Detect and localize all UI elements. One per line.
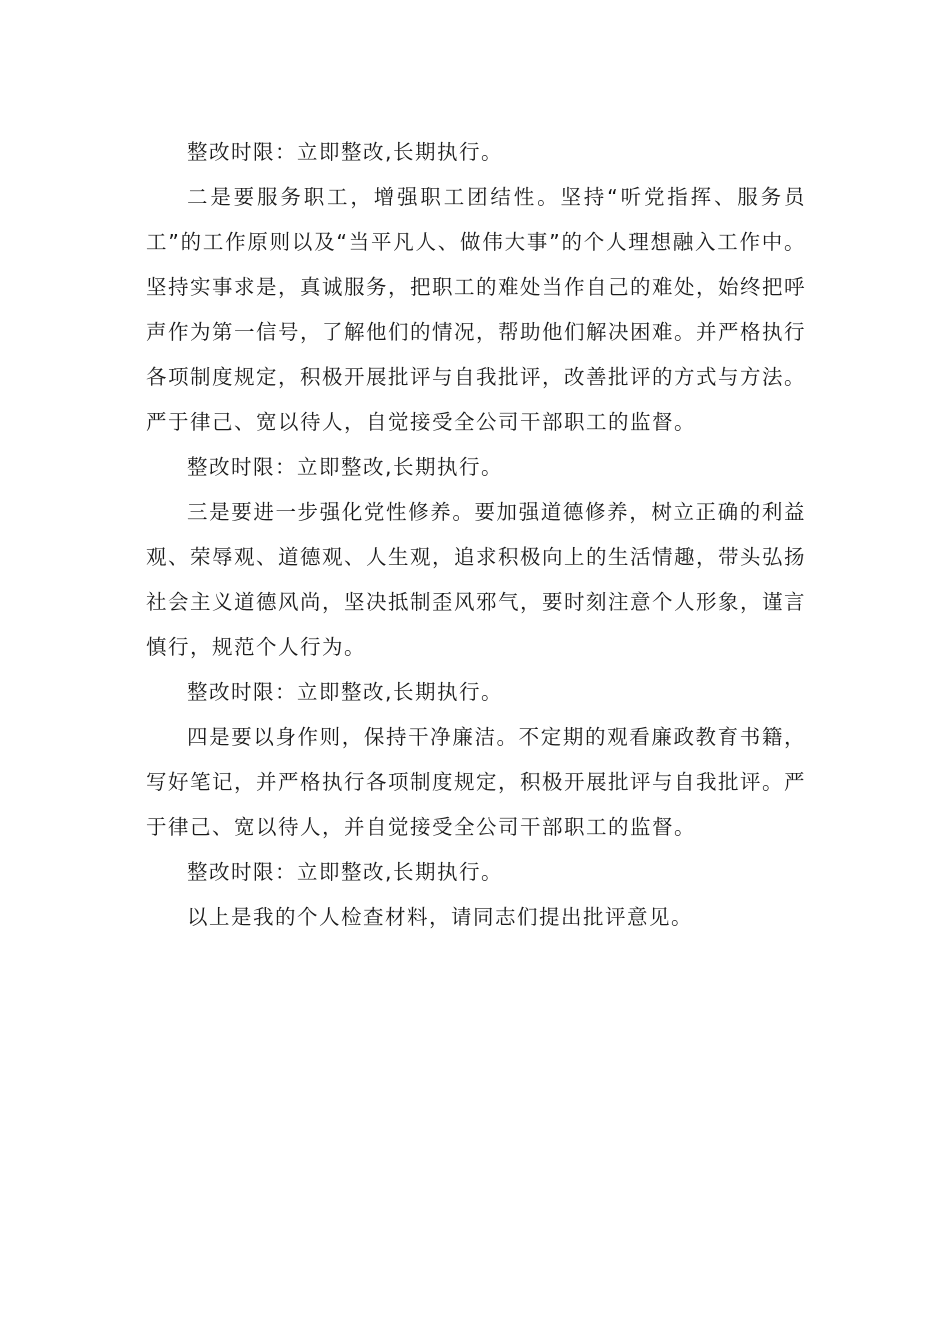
paragraph-deadline-1: 整改时限：立即整改,长期执行。 (187, 140, 504, 164)
paragraph-serve-workers: 二是要服务职工，增强职工团结性。坚持“听党指挥、服务员工”的工作原则以及“当平凡人、做伟大事”的个人理想融入工作中。坚持实事求是，真诚服务，把职工的难处当作自己的难处，始终把呼声作为第一信号，了解他们的情况，帮助他们解决困难。并严格执行各项制度规定，积极开展批评与自我批评，改善批评的方式与方法。严于律己、宽以待人，自觉接受全公司干部职工的监督。 (146, 185, 806, 434)
paragraph-deadline-4: 整改时限：立即整改,长期执行。 (187, 860, 504, 884)
paragraph-integrity: 四是要以身作则，保持干净廉洁。不定期的观看廉政教育书籍，写好笔记，并严格执行各项制度规定，积极开展批评与自我批评。严于律己、宽以待人，并自觉接受全公司干部职工的监督。 (146, 725, 806, 839)
paragraph-deadline-3: 整改时限：立即整改,长期执行。 (187, 680, 504, 704)
paragraph-deadline-2: 整改时限：立即整改,长期执行。 (187, 455, 504, 479)
paragraph-closing: 以上是我的个人检查材料，请同志们提出批评意见。 (187, 905, 693, 929)
document-body (146, 130, 806, 940)
paragraph-party-cultivation: 三是要进一步强化党性修养。要加强道德修养，树立正确的利益观、荣辱观、道德观、人生观，追求积极向上的生活情趣，带头弘扬社会主义道德风尚，坚决抵制歪风邪气，要时刻注意个人形象，谨言慎行，规范个人行为。 (146, 500, 806, 659)
